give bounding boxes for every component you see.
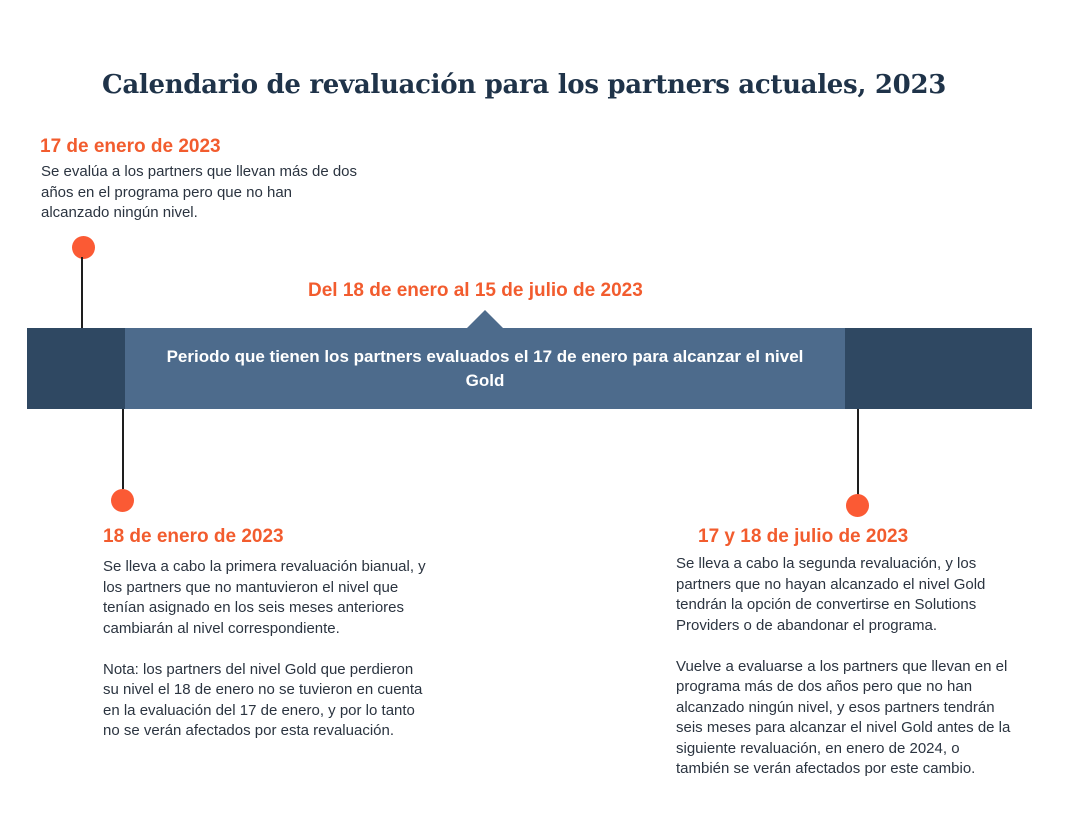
period-description: Periodo que tienen los partners evaluados el 17 de enero para alcanzar el nivel Gold <box>166 346 804 390</box>
event-description-jan-18 <box>103 557 433 742</box>
event-date-jan-17: 17 de enero de 2023 <box>40 136 221 157</box>
event-note: Nota: los partners del nivel Gold que perdieron su nivel el 18 de enero no se tuvieron en cuenta en la evaluación del 17 de enero, y por lo tanto no se verán afectados por esta revaluación. <box>103 660 423 739</box>
event-paragraph: Se evalúa a los partners que llevan más de dos años en el programa pero que no han alcanzado ningún nivel. <box>41 163 358 221</box>
connector-line-jan-18 <box>122 409 124 489</box>
timeline-marker-jan-17 <box>72 236 95 259</box>
event-description-jul <box>676 554 1016 780</box>
period-pointer <box>467 310 503 328</box>
event-paragraph: Vuelve a evaluarse a los partners que llevan en el programa más de dos años pero que no han alcanzado ningún nivel, y esos partners tendrán seis meses para alcanzar el nivel Gold antes de la siguiente revaluación, en enero de 2024, o también se verán afectados por este cambio. <box>676 657 1011 777</box>
event-date-jan-18: 18 de enero de 2023 <box>103 526 284 547</box>
event-description-jan-17 <box>41 162 361 224</box>
event-date-jul: 17 y 18 de julio de 2023 <box>698 526 909 547</box>
timeline-marker-jul <box>846 494 869 517</box>
timeline-marker-jan-18 <box>111 489 134 512</box>
diagram-title: Calendario de revaluación para los partners actuales, 2023 <box>101 70 947 100</box>
event-paragraph: Se lleva a cabo la primera revaluación bianual, y los partners que no mantuvieron el nivel que tenían asignado en los seis meses anteriores cambiarán al nivel correspondiente. <box>103 558 426 637</box>
period-bar <box>125 328 845 409</box>
event-paragraph: Se lleva a cabo la segunda revaluación, y los partners que no hayan alcanzado el nivel Gold tendrán la opción de convertirse en Solutions Providers o de abandonar el programa. <box>676 555 986 634</box>
connector-line-jul <box>857 409 859 495</box>
period-label: Del 18 de enero al 15 de julio de 2023 <box>308 280 643 301</box>
connector-line-jan-17 <box>81 257 83 329</box>
